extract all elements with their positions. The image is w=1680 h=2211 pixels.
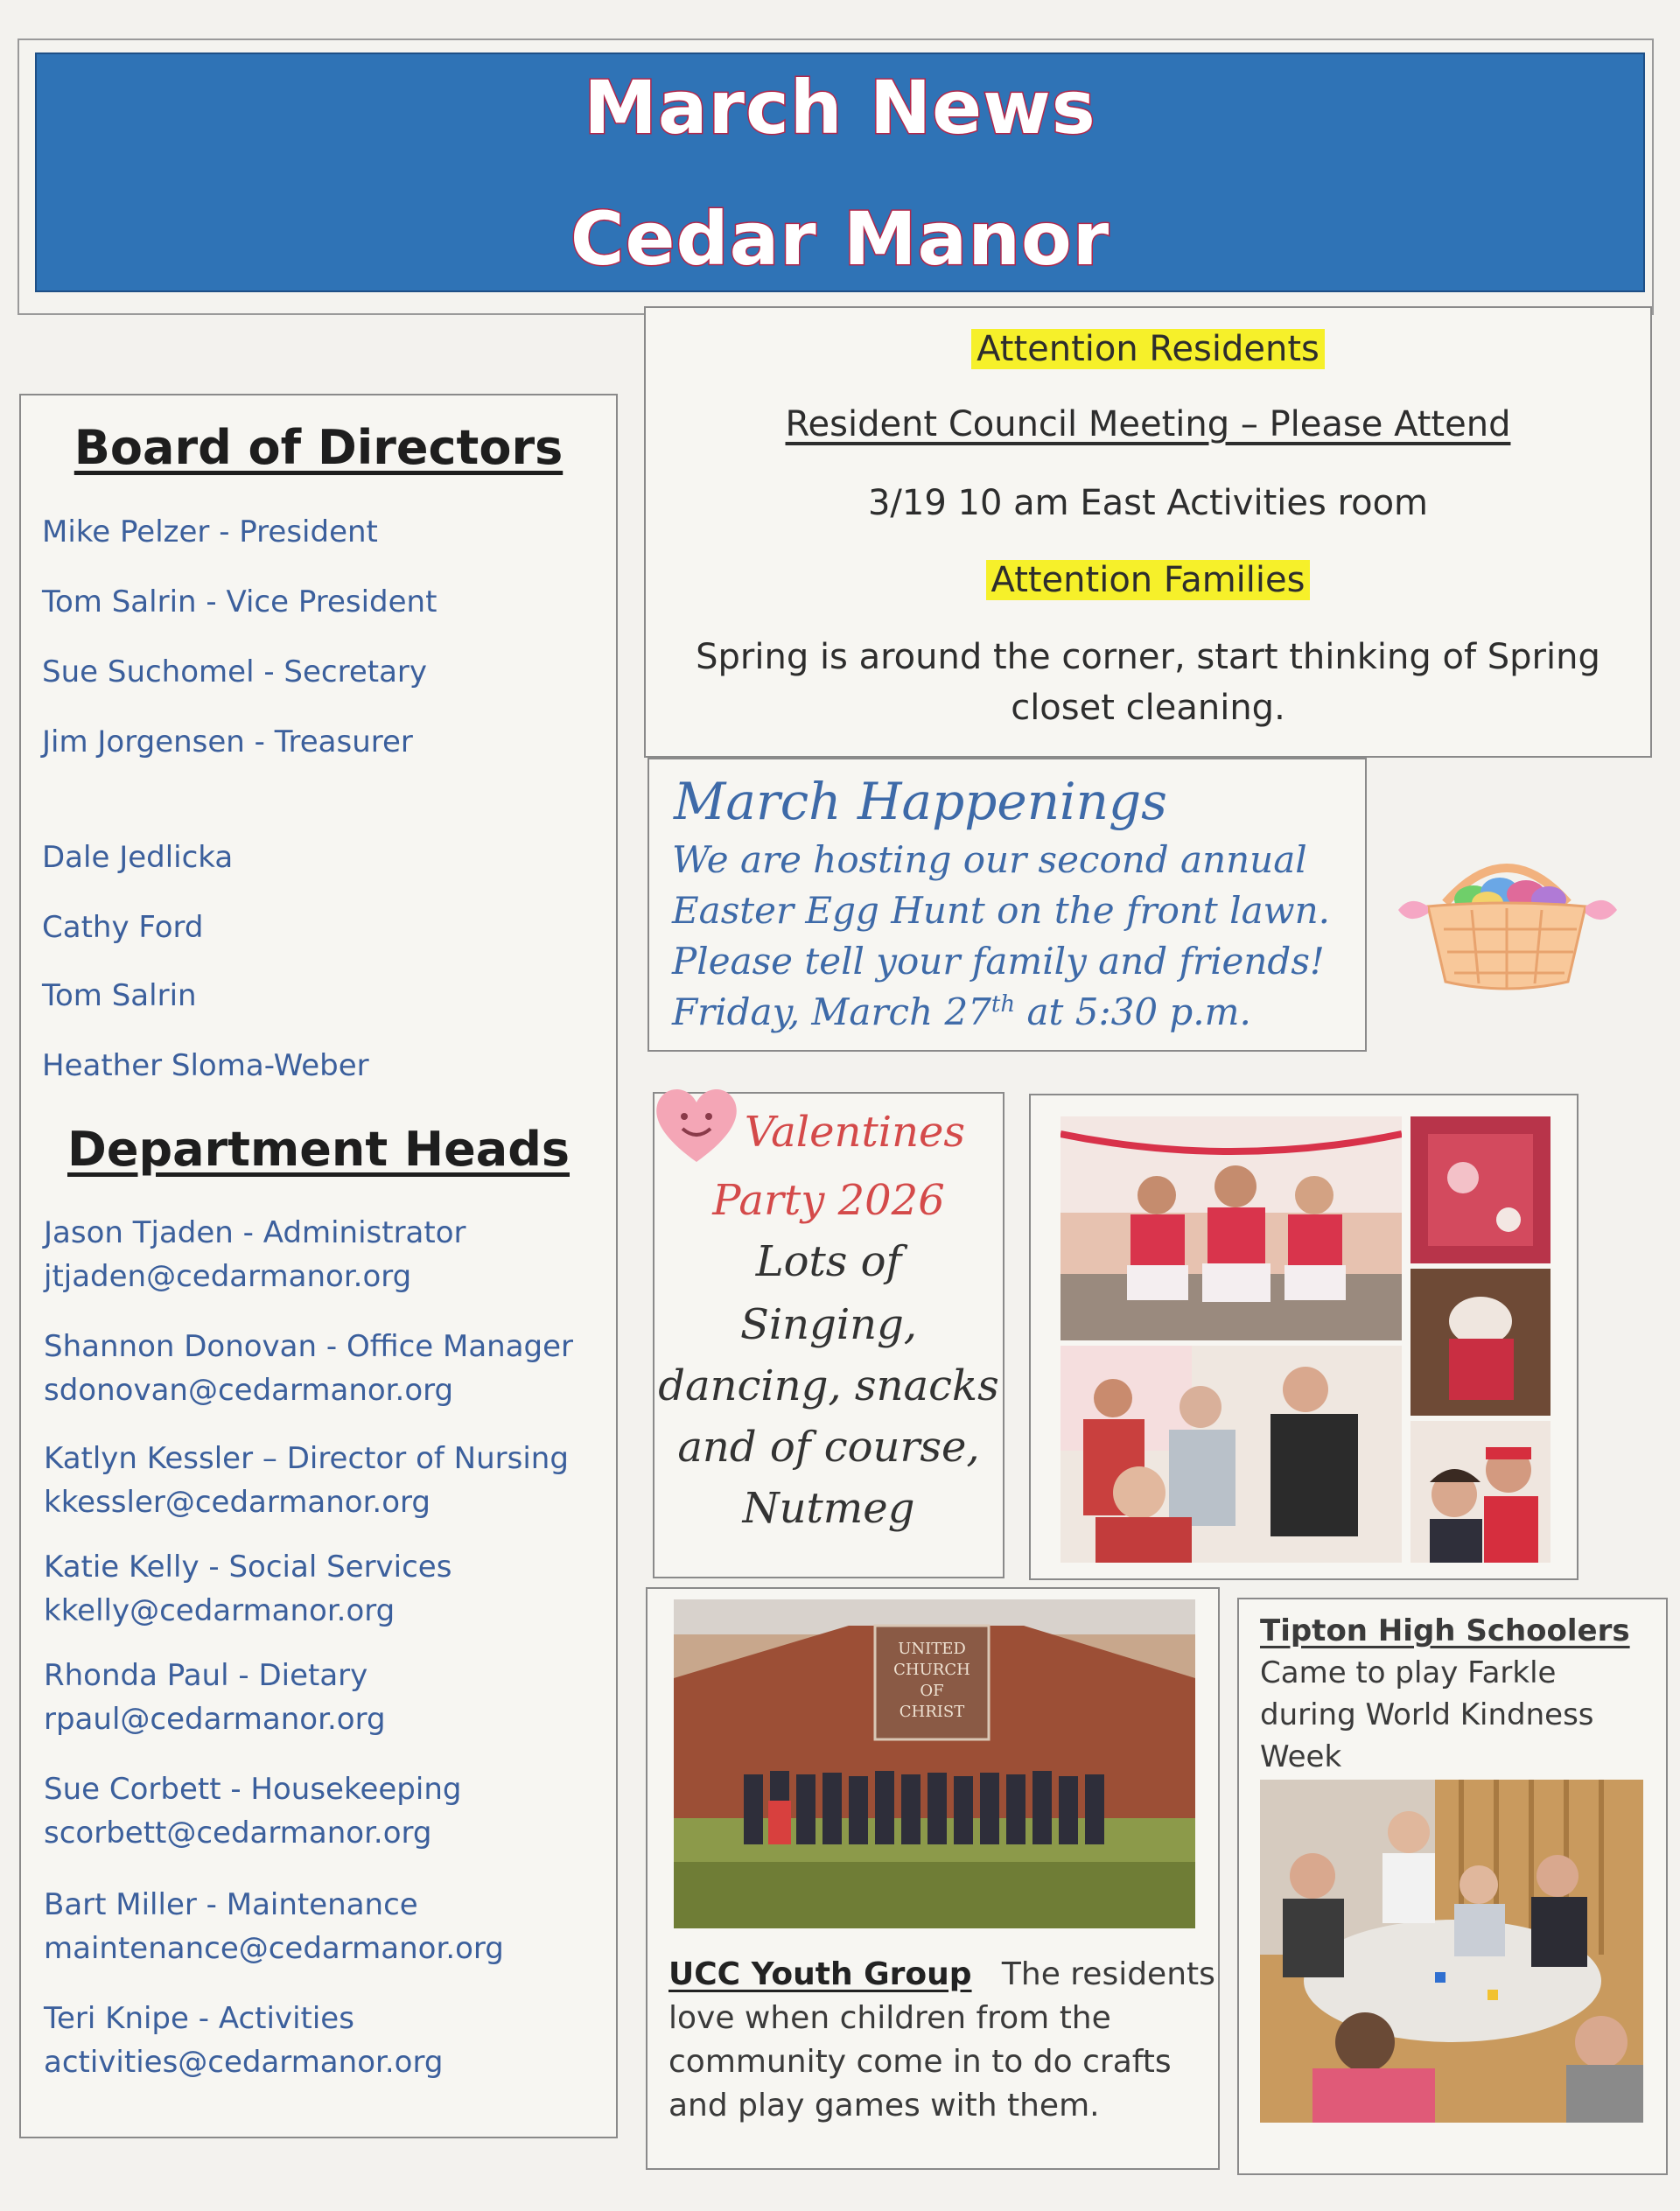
ucc-youth-group [646,1587,1220,2170]
organization-name: Cedar Manor [570,196,1110,282]
department-email: activities@cedarmanor.org [44,2045,444,2080]
department-entry [44,1767,461,1855]
board-heading: Board of Directors [74,420,564,475]
happenings-text: Please tell your family and friends! [672,940,1325,983]
families-note: closet cleaning. [1011,688,1285,728]
department-role: Katie Kelly - Social Services [44,1550,452,1585]
valentines-title: Valentines [744,1108,966,1157]
board-officer: Tom Salrin - Vice President [42,584,438,619]
church-sign-text: CHURCH [893,1661,970,1679]
header [18,38,1654,315]
tipton-high-schoolers [1237,1598,1668,2175]
ucc-text: community come in to do crafts [668,2044,1172,2080]
ucc-heading: UCC Youth Group [668,1956,972,1992]
valentines-text: dancing, snacks [658,1361,999,1410]
photo-youth-group [674,1599,1195,1928]
attention-notice [644,306,1652,758]
church-sign-text: OF [920,1682,944,1700]
march-happenings [648,758,1367,1052]
valentines-text: Singing, [739,1300,918,1349]
department-entry [44,1883,504,1970]
residents-label: Attention Residents [971,329,1325,369]
valentines-title: Party 2026 [712,1176,945,1225]
department-email: jtjaden@cedarmanor.org [44,1259,412,1294]
ucc-text: and play games with them. [668,2088,1100,2124]
department-email: maintenance@cedarmanor.org [44,1931,504,1966]
department-role: Bart Miller - Maintenance [44,1887,418,1922]
photo-dancers [1060,1116,1402,1340]
department-entry [44,1325,573,1412]
happenings-text: Easter Egg Hunt on the front lawn. [672,889,1330,932]
header-banner [35,52,1645,292]
department-email: kkessler@cedarmanor.org [44,1485,430,1520]
department-email: rpaul@cedarmanor.org [44,1702,386,1737]
department-entry [44,1211,466,1298]
department-role: Katlyn Kessler – Director of Nursing [44,1441,569,1476]
meeting-title: Resident Council Meeting – Please Attend [785,404,1511,444]
newsletter-title: March News [584,65,1096,150]
department-role: Jason Tjaden - Administrator [44,1215,466,1250]
happenings-title: March Happenings [674,772,1167,831]
church-sign-text: UNITED [898,1640,966,1658]
happenings-text: We are hosting our second annual [672,838,1307,881]
department-heading: Department Heads [67,1122,570,1177]
tipton-text: during World Kindness [1260,1697,1594,1732]
department-role: Shannon Donovan - Office Manager [44,1329,574,1364]
photo-dog [1410,1269,1550,1416]
valentines-text: Lots of [755,1237,902,1286]
board-officer: Jim Jorgensen - Treasurer [42,724,413,759]
board-officer: Sue Suchomel - Secretary [42,654,428,689]
tipton-heading: Tipton High Schoolers [1260,1613,1630,1648]
board-member: Cathy Ford [42,910,204,945]
department-role: Rhonda Paul - Dietary [44,1658,368,1693]
happenings-date: Friday, March 27th at 5:30 p.m. [672,990,1251,1033]
department-email: sdonovan@cedarmanor.org [44,1373,454,1408]
department-entry [44,1654,386,1741]
ucc-text: love when children from the [668,2000,1111,2036]
board-officer: Mike Pelzer - President [42,514,378,549]
valentines-text: and of course, [677,1423,980,1472]
board-member: Dale Jedlicka [42,840,234,875]
photo-table-decor [1410,1116,1550,1263]
department-role: Teri Knipe - Activities [44,2001,354,2036]
board-member: Heather Sloma-Weber [42,1048,369,1083]
valentines-photo-collage [1029,1094,1578,1580]
church-sign-text: CHRIST [899,1703,965,1721]
meeting-details: 3/19 10 am East Activities room [867,483,1429,523]
department-email: kkelly@cedarmanor.org [44,1593,396,1628]
photo-couple [1410,1421,1550,1563]
tipton-text: Came to play Farkle [1260,1655,1557,1690]
department-entry [44,1997,443,2084]
families-note: Spring is around the corner, start thinking of Spring [696,637,1600,677]
photo-farkle-game [1260,1780,1643,2123]
directory-panel [19,394,618,2138]
department-entry [44,1545,452,1633]
department-email: scorbett@cedarmanor.org [44,1816,432,1851]
valentines-text: Nutmeg [742,1484,915,1533]
tipton-text: Week [1260,1739,1342,1774]
department-role: Sue Corbett - Housekeeping [44,1772,462,1807]
easter-basket-icon [1393,842,1620,997]
ucc-text: The residents [1001,1956,1215,1992]
board-member: Tom Salrin [42,978,197,1013]
department-entry [44,1437,569,1524]
photo-residents-singing [1060,1346,1402,1563]
smiling-heart-icon [651,1081,742,1165]
families-label: Attention Families [986,560,1311,600]
